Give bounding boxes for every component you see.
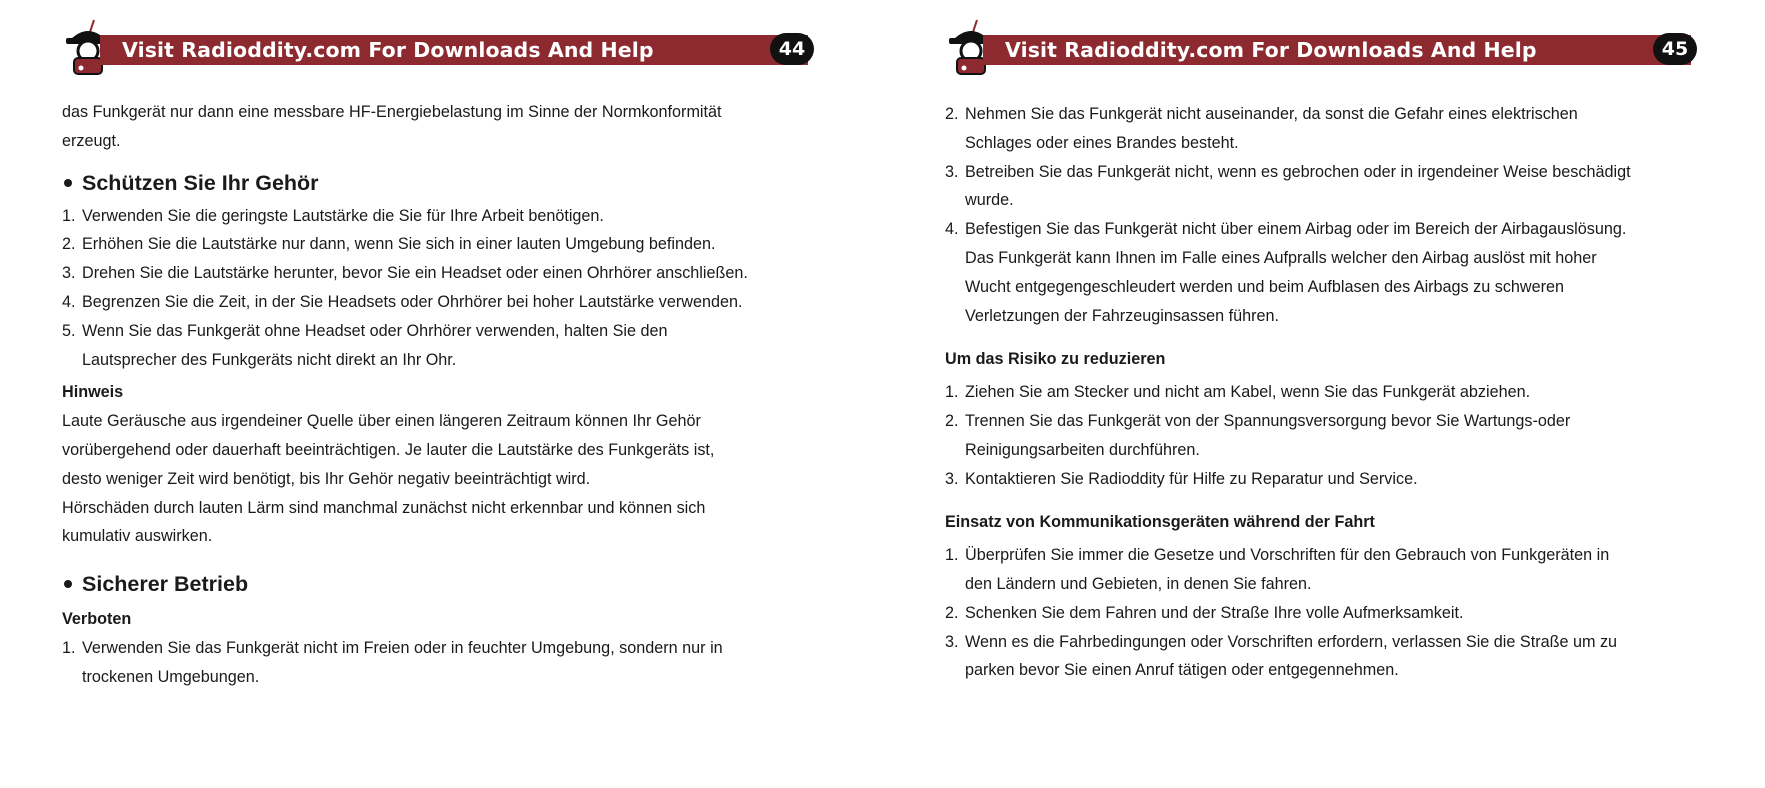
header-banner-text: Visit Radioddity.com For Downloads And Help xyxy=(122,38,654,62)
list-item: 2. Schenken Sie dem Fahren und der Straße Ihre volle Aufmerksamkeit. xyxy=(945,603,1464,622)
forbidden-list xyxy=(62,634,822,692)
list-item: 3. Drehen Sie die Lautstärke herunter, bevor Sie ein Headset oder einen Ohrhörer anschließen. xyxy=(62,264,748,283)
section-title-hearing: Schützen Sie Ihr Gehör xyxy=(62,168,822,198)
list-item-continuation: Das Funkgerät kann Ihnen im Falle eines Aufpralls welcher den Airbag auslöst mit hoher xyxy=(965,248,1597,267)
list-item: 2. Erhöhen Sie die Lautstärke nur dann, wenn Sie sich in einer lauten Umgebung befinden. xyxy=(62,235,716,254)
note-line: kumulativ auswirken. xyxy=(62,527,213,546)
list-item: 3. Betreiben Sie das Funkgerät nicht, wenn es gebrochen oder in irgendeiner Weise beschädigt xyxy=(945,162,1631,181)
list-item: 5. Wenn Sie das Funkgerät ohne Headset oder Ohrhörer verwenden, halten Sie den xyxy=(62,321,668,340)
list-item-continuation: Schlages oder eines Brandes besteht. xyxy=(965,133,1239,152)
list-item-continuation: Wucht entgegengeschleudert werden und beim Aufblasen des Airbags zu schweren xyxy=(965,277,1565,296)
page-number: 44 xyxy=(770,33,814,65)
right-page-content xyxy=(945,100,1705,685)
hearing-list xyxy=(62,202,822,375)
list-item-continuation: parken bevor Sie einen Anruf tätigen oder entgegennehmen. xyxy=(965,661,1399,680)
note-line: Hörschäden durch lauten Lärm sind manchmal zunächst nicht erkennbar und können sich xyxy=(62,498,706,517)
list-item: 4. Befestigen Sie das Funkgerät nicht über einem Airbag oder im Bereich der Airbagauslösung. xyxy=(945,220,1627,239)
note-line: Laute Geräusche aus irgendeiner Quelle über einen längeren Zeitraum können Ihr Gehör xyxy=(62,412,701,431)
header-banner-text: Visit Radioddity.com For Downloads And Help xyxy=(1005,38,1537,62)
list-item-continuation: wurde. xyxy=(965,191,1014,210)
list-item: 2. Nehmen Sie das Funkgerät nicht auseinander, da sonst die Gefahr eines elektrischen xyxy=(945,105,1578,123)
risk-subhead: Um das Risiko zu reduzieren xyxy=(945,350,1166,369)
list-item: 1. Verwenden Sie das Funkgerät nicht im Freien oder in feuchter Umgebung, sondern nur in xyxy=(62,638,723,657)
intro-line: erzeugt. xyxy=(62,131,121,150)
note-line: vorübergehend oder dauerhaft beeinträchtigen. Je lauter die Lautstärke des Funkgeräts ist, xyxy=(62,440,715,459)
note-line: desto weniger Zeit wird benötigt, bis Ihr Gehör negativ beeinträchtigt wird. xyxy=(62,469,591,488)
right-page xyxy=(945,0,1705,788)
list-item: 2. Trennen Sie das Funkgerät von der Spannungsversorgung bevor Sie Wartungs-oder xyxy=(945,411,1571,430)
list-item: 3. Wenn es die Fahrbedingungen oder Vorschriften erfordern, verlassen Sie die Straße um zu xyxy=(945,632,1618,651)
note-title: Hinweis xyxy=(62,383,124,402)
forbidden-list-continued xyxy=(945,100,1705,330)
list-item: 3. Kontaktieren Sie Radioddity für Hilfe zu Reparatur und Service. xyxy=(945,469,1418,488)
list-item-continuation: trockenen Umgebungen. xyxy=(82,667,260,686)
bullet-icon xyxy=(64,179,72,187)
list-item-continuation: Verletzungen der Fahrzeuginsassen führen. xyxy=(965,306,1280,325)
forbidden-subhead: Verboten xyxy=(62,610,132,629)
list-item-continuation: Reinigungsarbeiten durchführen. xyxy=(965,440,1200,459)
list-item: 1. Ziehen Sie am Stecker und nicht am Kabel, wenn Sie das Funkgerät abziehen. xyxy=(945,383,1531,402)
list-item-continuation: Lautsprecher des Funkgeräts nicht direkt an Ihr Ohr. xyxy=(82,350,457,369)
intro-line: das Funkgerät nur dann eine messbare HF-Energiebelastung im Sinne der Normkonformität xyxy=(62,103,722,121)
driving-subhead: Einsatz von Kommunikationsgeräten während der Fahrt xyxy=(945,513,1375,532)
list-item-continuation: den Ländern und Gebieten, in denen Sie fahren. xyxy=(965,574,1312,593)
page-number: 45 xyxy=(1653,33,1697,65)
bullet-icon xyxy=(64,580,72,588)
left-page xyxy=(62,0,822,788)
list-item: 1. Verwenden Sie die geringste Lautstärke die Sie für Ihre Arbeit benötigen. xyxy=(62,206,604,225)
list-item: 1. Überprüfen Sie immer die Gesetze und Vorschriften für den Gebrauch von Funkgeräten in xyxy=(945,546,1610,565)
risk-list xyxy=(945,378,1705,493)
list-item: 4. Begrenzen Sie die Zeit, in der Sie Headsets oder Ohrhörer bei hoher Lautstärke verwenden. xyxy=(62,292,743,311)
driving-list xyxy=(945,541,1705,685)
section-title-safe-operation: Sicherer Betrieb xyxy=(62,569,822,599)
left-page-content xyxy=(62,98,822,692)
